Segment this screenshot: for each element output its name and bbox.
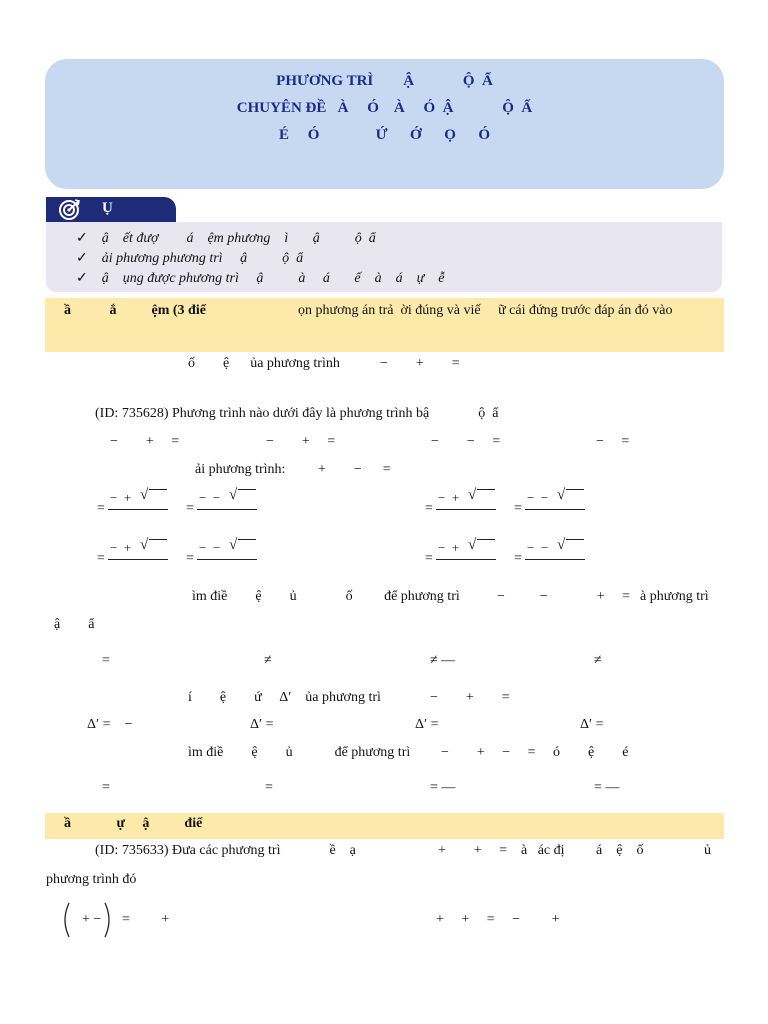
- question-5-option-a: Δ′ = −: [87, 717, 133, 732]
- sqrt-symbol: √: [229, 537, 238, 553]
- sqrt-symbol: √: [140, 537, 149, 553]
- sqrt-symbol: √: [468, 487, 477, 503]
- check-icon: ✓: [76, 231, 88, 246]
- question-5-text: í ệ ứ Δ′ ủa phương trì: [188, 690, 381, 705]
- question-6-equation: − + − =: [441, 745, 536, 760]
- question-4-option-b: ≠: [264, 653, 272, 668]
- question-2-option-c: − − =: [431, 434, 501, 449]
- question-6-option-c: = —: [430, 780, 456, 795]
- sqrt-symbol: √: [557, 537, 566, 553]
- sqrt-symbol: √: [140, 487, 149, 503]
- question-4-option-d: ≠: [594, 653, 602, 668]
- title-box: [45, 59, 724, 189]
- question-7-line-2: phương trình đó: [46, 872, 137, 887]
- check-icon: ✓: [76, 251, 88, 266]
- question-7-text: (ID: 735633) Đưa các phương trì ề ạ: [95, 843, 356, 858]
- question-7-equation: + + =: [438, 843, 508, 858]
- question-6-tail: ó ệ é: [553, 745, 629, 760]
- goal-item: ✓ ậ ết đượ á ệm phương ì ậ ộ ẩ: [76, 231, 376, 246]
- question-3-text: ải phương trình:: [195, 462, 286, 477]
- sqrt-symbol: √: [229, 487, 238, 503]
- question-5-equation: − + =: [430, 690, 510, 705]
- question-3-equation: + − =: [318, 462, 391, 477]
- question-2-option-b: − + =: [266, 434, 336, 449]
- goal-item: ✓ ậ ụng được phương trì ậ à á ế à á ự ễ: [76, 271, 445, 286]
- question-4-tail: à phương trì: [640, 589, 709, 604]
- question-6-option-a: =: [102, 780, 110, 795]
- section-1-heading: ầ ắ ệm (3 điể: [64, 303, 206, 318]
- target-icon: [58, 198, 82, 221]
- question-4-equation: − − + =: [497, 589, 631, 604]
- question-7-part-b: + + = − +: [436, 912, 560, 927]
- question-5-option-b: Δ′ =: [250, 717, 274, 732]
- question-7-end: ủ: [704, 843, 711, 858]
- check-icon: ✓: [76, 271, 88, 286]
- question-4-option-a: =: [102, 653, 110, 668]
- question-1-text: ố ệ ủa phương trình: [188, 356, 340, 371]
- question-2-option-a: − + =: [110, 434, 180, 449]
- title-line-1: PHƯƠNG TRÌ Ậ Ộ Ẩ: [276, 73, 493, 89]
- goal-item: ✓ ải phương phương trì ậ ộ ẩ: [76, 251, 304, 266]
- question-5-option-d: Δ′ =: [580, 717, 604, 732]
- goals-list: [46, 222, 722, 292]
- question-4-line-2: ậ ẩ: [54, 617, 95, 632]
- question-6-option-d: = —: [594, 780, 620, 795]
- question-6-option-b: =: [265, 780, 273, 795]
- sqrt-symbol: √: [557, 487, 566, 503]
- goals-tab: [46, 197, 176, 222]
- section-2-heading: ầ ự ậ điể: [64, 816, 203, 831]
- question-5-option-c: Δ′ =: [415, 717, 439, 732]
- title-line-2: CHUYÊN ĐỀ À Ó À Ó Ậ Ộ Ẩ: [236, 100, 533, 116]
- question-4-option-c: ≠ —: [430, 653, 456, 668]
- question-4-text: ìm điề ệ ủ ố để phương trì: [192, 589, 460, 604]
- question-6-text: ìm điề ệ ủ để phương trì: [188, 745, 411, 760]
- question-2-text: (ID: 735628) Phương trình nào dưới đây là phương trình bậ ộ ẩ: [95, 406, 499, 421]
- sqrt-symbol: √: [468, 537, 477, 553]
- question-7-tail: à ác đị á ệ ố: [521, 843, 644, 858]
- title-line-3: É Ó Ứ Ớ Ọ Ó: [278, 127, 491, 143]
- question-1-equation: − + =: [380, 356, 460, 371]
- section-1-instruction: ọn phương án trả ời đúng và viế ữ cái đứng trước đáp án đó vào: [298, 303, 673, 318]
- question-2-option-d: − =: [596, 434, 630, 449]
- goals-tab-label: Ụ: [102, 200, 113, 216]
